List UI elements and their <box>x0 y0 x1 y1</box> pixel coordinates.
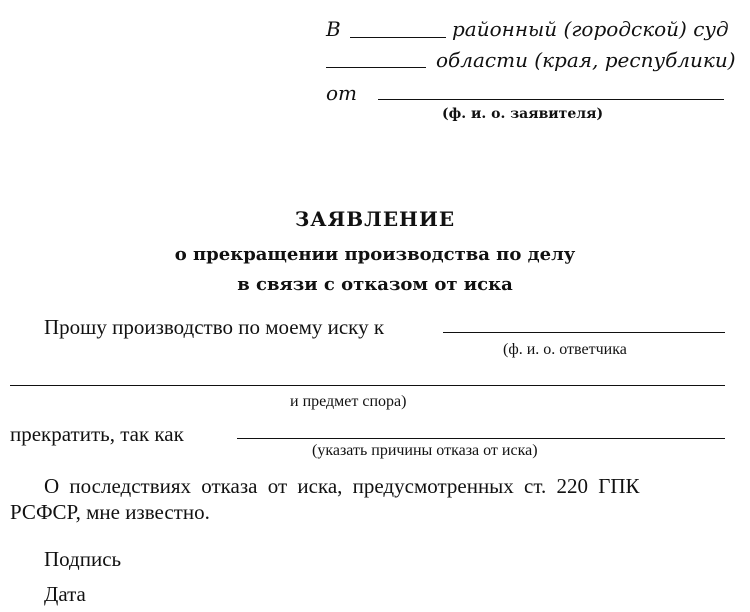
defendant-caption: (ф. и. о. ответчика <box>503 341 627 358</box>
date-label: Дата <box>44 582 86 606</box>
region-field[interactable] <box>326 67 426 68</box>
applicant-name-field[interactable] <box>378 99 724 100</box>
defendant-field[interactable] <box>443 332 725 333</box>
document-subtitle-1: о прекращении производства по делу <box>174 244 576 265</box>
court-type-label: районный (городской) суд <box>452 17 729 41</box>
from-label: от <box>326 81 358 105</box>
subject-field[interactable] <box>10 385 725 386</box>
court-district-field[interactable] <box>350 37 446 38</box>
consequences-text-2: РСФСР, мне известно. <box>10 500 210 524</box>
consequences-text-1: О последствиях отказа от иска, предусмотренных ст. 220 ГПК <box>44 474 640 498</box>
terminate-text: прекратить, так как <box>10 422 184 446</box>
request-text: Прошу производство по моему иску к <box>44 315 385 339</box>
document-subtitle-2: в связи с отказом от иска <box>237 274 513 295</box>
reason-caption: (указать причины отказа от иска) <box>312 442 538 459</box>
region-label: области (края, республики) <box>436 48 736 72</box>
subject-caption: и предмет спора) <box>290 393 407 410</box>
document-title: ЗАЯВЛЕНИЕ <box>294 207 456 231</box>
reason-field[interactable] <box>237 438 725 439</box>
signature-label: Подпись <box>44 547 122 571</box>
court-prefix: В <box>326 17 341 41</box>
applicant-caption: (ф. и. о. заявителя) <box>442 106 604 122</box>
